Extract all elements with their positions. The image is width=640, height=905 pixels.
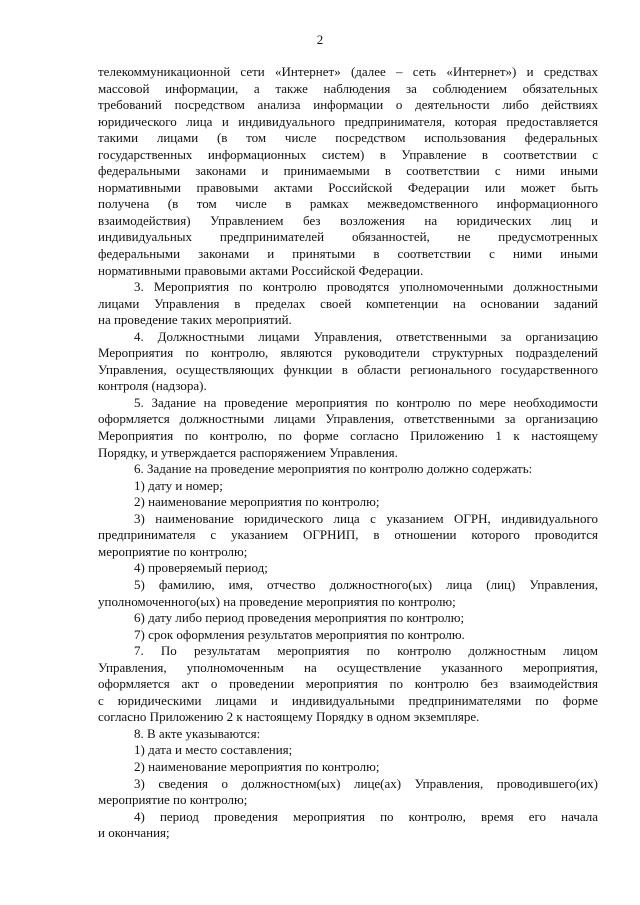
text-line: 4) период проведения мероприятия по контролю, время его начала bbox=[134, 808, 598, 824]
text-line: индивидуальных предпринимателей обязанностей, не предусмотренных bbox=[98, 229, 598, 245]
text-line: массовой информации, а также наблюдения за соблюдением обязательных bbox=[98, 80, 598, 96]
text-line: 4) проверяемый период; bbox=[134, 560, 268, 576]
text-line: 6. Задание на проведение мероприятия по контролю должно содержать: bbox=[134, 461, 533, 477]
text-line: получена (в том числе в рамках межведомственного информационного bbox=[98, 196, 598, 212]
text-line: предпринимателя с указанием ОГРНИП, в отношении которого проводится bbox=[98, 527, 598, 543]
text-line: 1) дату и номер; bbox=[134, 477, 223, 493]
text-line: 4. Должностными лицами Управления, ответственными за организацию bbox=[134, 328, 598, 344]
text-line: нормативными правовыми актами Российской Федерации или может быть bbox=[98, 179, 598, 195]
text-line: федеральными законами и принятыми в соответствии с ними иными bbox=[98, 246, 598, 262]
text-line: телекоммуникационной сети «Интернет» (далее – сеть «Интернет») и средствах bbox=[98, 64, 598, 79]
text-line: Порядку, и утверждается распоряжением Управления. bbox=[98, 444, 398, 460]
text-line: мероприятие по контролю; bbox=[98, 543, 248, 559]
text-line: Мероприятия по контролю, по форме согласно Приложению 1 к настоящему bbox=[98, 428, 598, 444]
text-line: контроля (надзора). bbox=[98, 378, 207, 394]
text-line: 3) сведения о должностном(ых) лице(ах) Управления, проводившего(их) bbox=[134, 775, 598, 791]
text-line: с юридическими лицами и индивидуальными предпринимателями по форме bbox=[98, 692, 598, 708]
text-line: оформляется акт о проведении мероприятия по контролю без взаимодействия bbox=[98, 676, 598, 692]
text-line: 3. Мероприятия по контролю проводятся уполномоченными должностными bbox=[134, 279, 598, 295]
text-line: 5) фамилию, имя, отчество должностного(ых) лица (лиц) Управления, bbox=[134, 576, 598, 592]
text-line: 1) дата и место составления; bbox=[134, 742, 293, 758]
text-line: согласно Приложению 2 к настоящему Порядку в одном экземпляре. bbox=[98, 709, 480, 725]
text-line: 7) срок оформления результатов мероприятия по контролю. bbox=[134, 626, 465, 642]
text-line: нормативными правовыми актами Российской Федерации. bbox=[98, 262, 424, 278]
text-line: федеральными законами и принимаемыми в соответствии с ними иными bbox=[98, 163, 598, 179]
text-line: требований посредством анализа информации о деятельности либо действиях bbox=[98, 97, 598, 113]
text-line: взаимодействия) Управлением без возложения на юридических лиц и bbox=[98, 212, 598, 228]
text-line: государственных информационных систем) в Управление в соответствии с bbox=[98, 146, 598, 162]
page-number: 2 bbox=[316, 32, 324, 47]
text-line: мероприятие по контролю; bbox=[98, 792, 248, 808]
text-line: и окончания; bbox=[98, 825, 170, 841]
text-line: 3) наименование юридического лица с указанием ОГРН, индивидуального bbox=[134, 510, 598, 526]
text-line: Управления, уполномоченным на осуществление указанного мероприятия, bbox=[98, 659, 598, 675]
text-line: 8. В акте указываются: bbox=[134, 725, 261, 741]
text-line: 6) дату либо период проведения мероприятия по контролю; bbox=[134, 610, 465, 626]
text-line: на проведение таких мероприятий. bbox=[98, 312, 292, 328]
text-line: Мероприятия по контролю, являются руководители структурных подразделений bbox=[98, 345, 598, 361]
text-line: юридического лица и индивидуального предпринимателя, которая предоставляется bbox=[98, 113, 598, 129]
text-line: 2) наименование мероприятия по контролю; bbox=[134, 758, 380, 774]
text-line: оформляется должностными лицами Управления, ответственными за организацию bbox=[98, 411, 598, 427]
text-line: 5. Задание на проведение мероприятия по контролю по мере необходимости bbox=[134, 394, 598, 410]
text-line: Управления, осуществляющих функции в области регионального государственного bbox=[98, 361, 598, 377]
text-line: 7. По результатам мероприятия по контролю должностным лицом bbox=[134, 643, 598, 659]
text-line: такими лицами (в том числе посредством использования федеральных bbox=[98, 130, 598, 146]
text-line: 2) наименование мероприятия по контролю; bbox=[134, 494, 380, 510]
text-line: лицами Управления в пределах своей компетенции на основании заданий bbox=[98, 295, 598, 311]
text-line: уполномоченного(ых) на проведение мероприятия по контролю; bbox=[98, 593, 456, 609]
document-body bbox=[98, 64, 598, 842]
